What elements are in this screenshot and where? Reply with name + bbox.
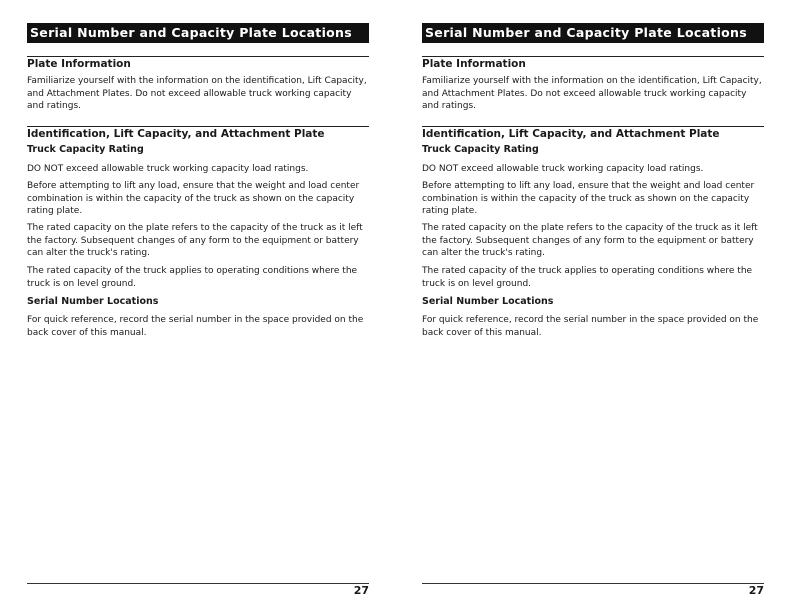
- plate-info-text: Familiarize yourself with the information on the identification, Lift Capacity, and Attachment Plates. Do not exceed allowable truck working capacity and ratings.: [27, 76, 367, 111]
- id-plate-heading: Identification, Lift Capacity, and Attachment Plate: [27, 128, 325, 140]
- section-divider: [27, 126, 369, 127]
- serial-number-heading: Serial Number Locations: [27, 296, 159, 307]
- paragraph-1: DO NOT exceed allowable truck working capacity load ratings.: [27, 164, 309, 174]
- section-divider: [422, 126, 764, 127]
- serial-number-heading: Serial Number Locations: [422, 296, 554, 307]
- plate-info-text: Familiarize yourself with the information on the identification, Lift Capacity, and Attachment Plates. Do not exceed allowable truck working capacity and ratings.: [422, 76, 762, 111]
- paragraph-3: The rated capacity on the plate refers to the capacity of the truck as it left the factory. Subsequent changes of any form to the equipment or battery can alter the truck's rating.: [27, 223, 363, 258]
- paragraph-2: Before attempting to lift any load, ensure that the weight and load center combination is within the capacity of the truck as shown on the capacity rating plate.: [27, 181, 360, 216]
- paragraph-5: For quick reference, record the serial number in the space provided on the back cover of this manual.: [27, 315, 364, 338]
- page-title: Serial Number and Capacity Plate Locations: [422, 23, 764, 43]
- plate-info-heading: Plate Information: [27, 58, 131, 70]
- footer-divider: [422, 583, 764, 584]
- paragraph-3: The rated capacity on the plate refers to the capacity of the truck as it left the factory. Subsequent changes of any form to the equipment or battery can alter the truck's rating.: [422, 223, 758, 258]
- truck-capacity-heading: Truck Capacity Rating: [27, 144, 144, 155]
- footer-divider: [27, 583, 369, 584]
- section-divider: [27, 56, 369, 57]
- page-number: 27: [353, 584, 369, 597]
- paragraph-2: Before attempting to lift any load, ensure that the weight and load center combination is within the capacity of the truck as shown on the capacity rating plate.: [422, 181, 755, 216]
- page-title: Serial Number and Capacity Plate Locations: [27, 23, 369, 43]
- paragraph-5: For quick reference, record the serial number in the space provided on the back cover of this manual.: [422, 315, 759, 338]
- truck-capacity-heading: Truck Capacity Rating: [422, 144, 539, 155]
- paragraph-1: DO NOT exceed allowable truck working capacity load ratings.: [422, 164, 704, 174]
- section-divider: [422, 56, 764, 57]
- paragraph-4: The rated capacity of the truck applies to operating conditions where the truck is on level ground.: [27, 266, 358, 289]
- id-plate-heading: Identification, Lift Capacity, and Attachment Plate: [422, 128, 720, 140]
- left-page: [27, 0, 369, 614]
- right-page: [422, 0, 764, 614]
- page-number: 27: [748, 584, 764, 597]
- plate-info-heading: Plate Information: [422, 58, 526, 70]
- paragraph-4: The rated capacity of the truck applies to operating conditions where the truck is on level ground.: [422, 266, 753, 289]
